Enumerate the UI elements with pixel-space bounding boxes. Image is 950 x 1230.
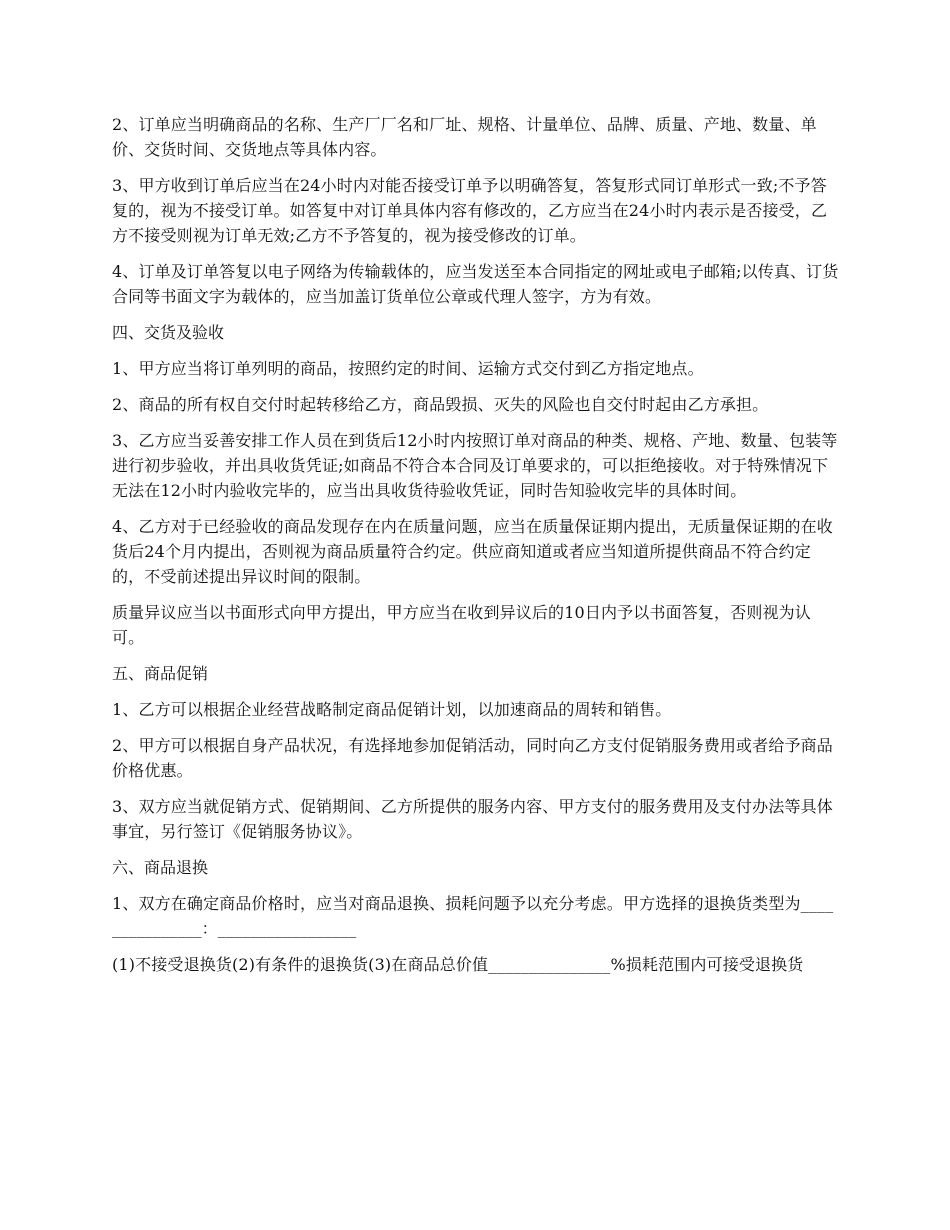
clause-2-order-contents: 2、订单应当明确商品的名称、生产厂厂名和厂址、规格、计量单位、品牌、质量、产地、数量、单价、交货时间、交货地点等具体内容。 (112, 115, 817, 159)
clause-returns-1: 1、双方在确定商品价格时，应当对商品退换、损耗问题予以充分考虑。甲方选择的退换货类型为_______________：_________________ (112, 894, 834, 938)
section-heading-delivery: 四、交货及验收 (112, 323, 225, 342)
clause-delivery-3: 3、乙方应当妥善安排工作人员在到货后12小时内按照订单对商品的种类、规格、产地、数量、包装等进行初步验收，并出具收货凭证;如商品不符合本合同及订单要求的，可以拒绝接收。对于特殊情况下无法在12小时内验收完毕的，应当出具收货待验收凭证，同时告知验收完毕的具体时间。 (112, 431, 838, 500)
clause-delivery-2: 2、商品的所有权自交付时起转移给乙方，商品毁损、灭失的风险也自交付时起由乙方承担。 (112, 395, 769, 414)
clause-delivery-4: 4、乙方对于已经验收的商品发现存在内在质量问题，应当在质量保证期内提出，无质量保证期的在收货后24个月内提出，否则视为商品质量符合约定。供应商知道或者应当知道所提供商品不符合约定的，不受前述提出异议时间的限制。 (112, 517, 833, 586)
quality-objection-paragraph: 质量异议应当以书面形式向甲方提出，甲方应当在收到异议后的10日内予以书面答复，否则视为认可。 (112, 603, 811, 647)
clause-3-order-reply: 3、甲方收到订单后应当在24小时内对能否接受订单予以明确答复，答复形式同订单形式一致;不予答复的，视为不接受订单。如答复中对订单具体内容有修改的，乙方应当在24小时内表示是否接受，乙方不接受则视为订单无效;乙方不予答复的，视为接受修改的订单。 (112, 176, 828, 245)
clause-promotion-2: 2、甲方可以根据自身产品状况，有选择地参加促销活动，同时向乙方支付促销服务费用或者给予商品价格优惠。 (112, 736, 833, 780)
section-heading-promotion: 五、商品促销 (112, 664, 209, 683)
return-options-paragraph: (1)不接受退换货(2)有条件的退换货(3)在商品总价值_______________%损耗范围内可接受退换货 (112, 955, 804, 974)
clause-delivery-1: 1、甲方应当将订单列明的商品，按照约定的时间、运输方式交付到乙方指定地点。 (112, 359, 704, 378)
clause-4-electronic-orders: 4、订单及订单答复以电子网络为传输载体的，应当发送至本合同指定的网址或电子邮箱;以传真、订货合同等书面文字为载体的，应当加盖订货单位公章或代理人签字，方为有效。 (112, 262, 839, 306)
clause-promotion-1: 1、乙方可以根据企业经营战略制定商品促销计划，以加速商品的周转和销售。 (112, 700, 672, 719)
clause-promotion-3: 3、双方应当就促销方式、促销期间、乙方所提供的服务内容、甲方支付的服务费用及支付办法等具体事宜，另行签订《促销服务协议》。 (112, 797, 833, 841)
section-heading-returns: 六、商品退换 (112, 858, 209, 877)
